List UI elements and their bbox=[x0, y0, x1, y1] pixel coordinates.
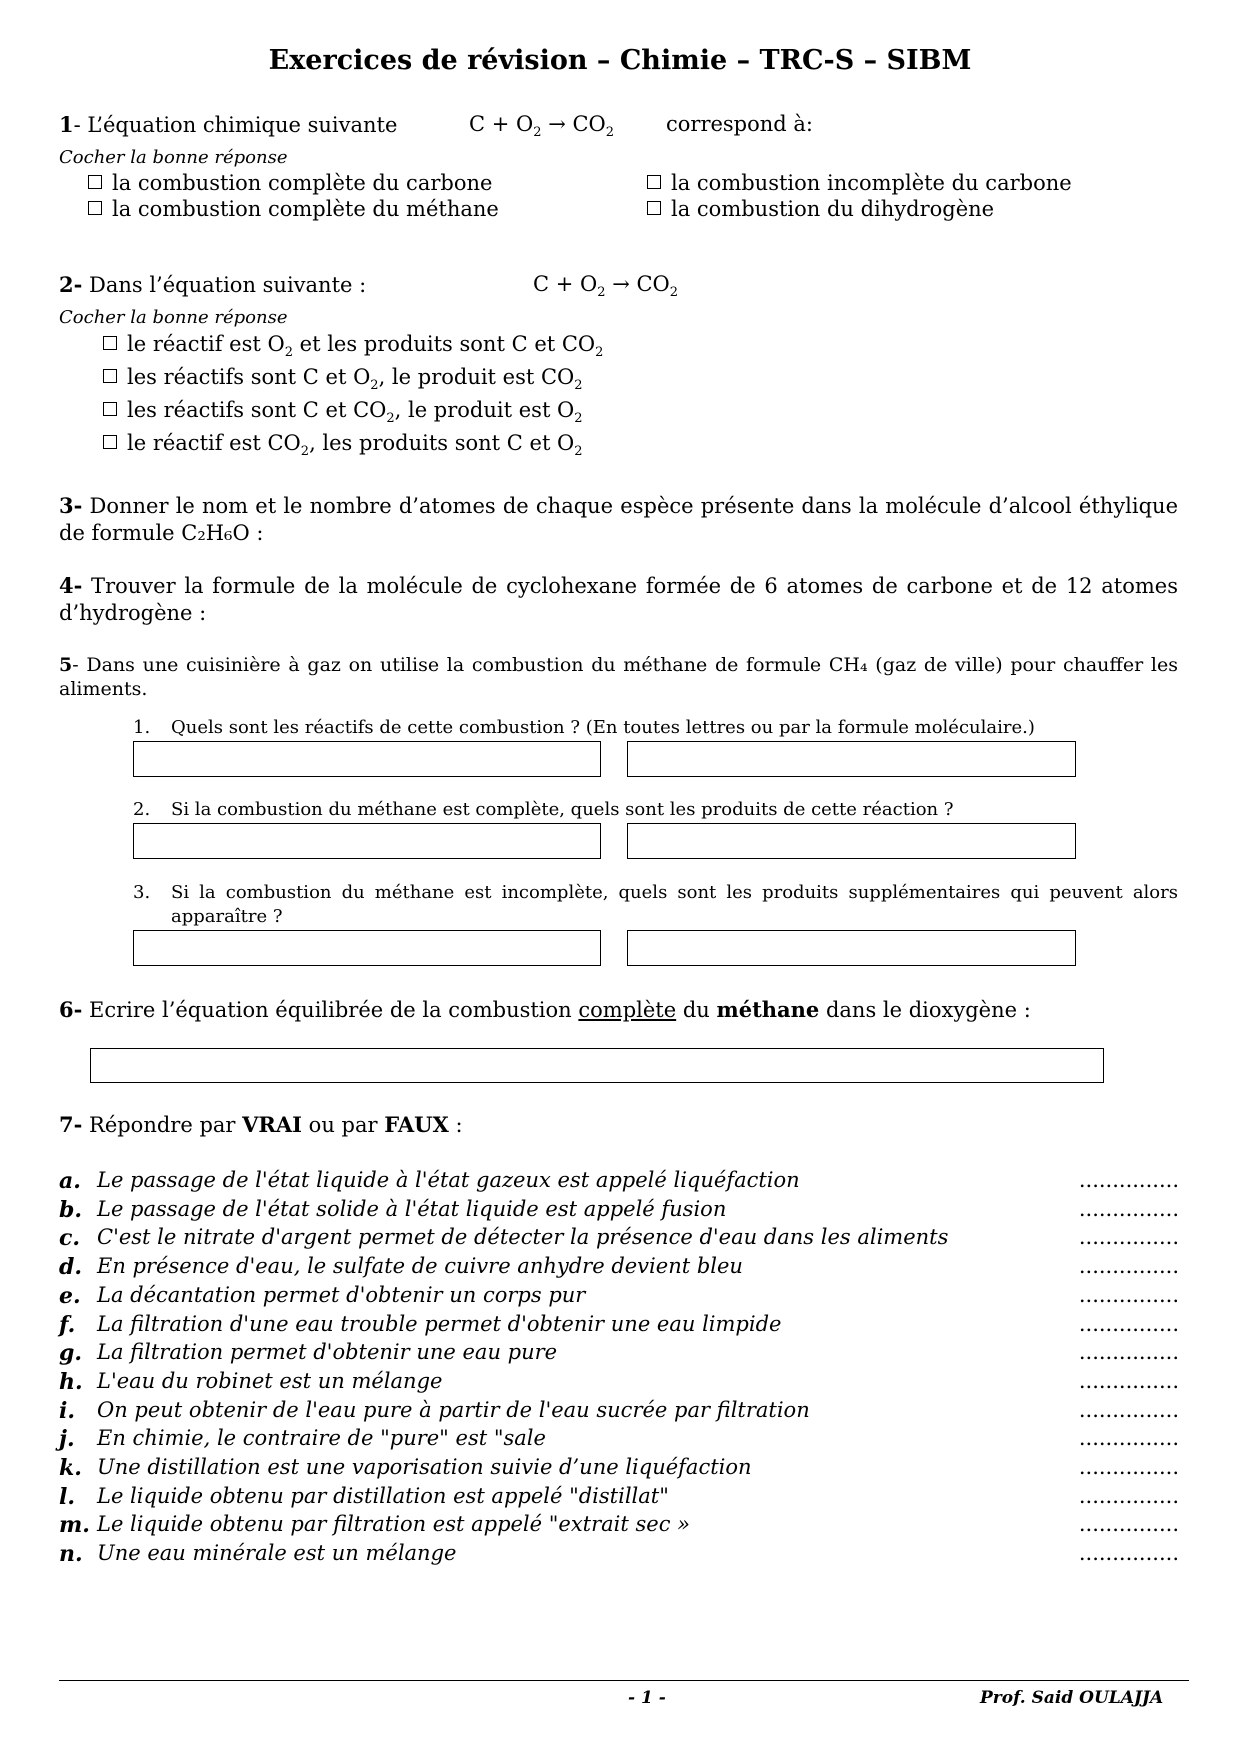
q2-number: 2- bbox=[59, 272, 83, 297]
q2-option-sub: 2 bbox=[574, 411, 583, 426]
statement-text: Une distillation est une vaporisation suivie d’une liquéfaction bbox=[97, 1455, 752, 1479]
statement-letter: m. bbox=[59, 1512, 90, 1539]
answer-blank[interactable]: ............... bbox=[1078, 1455, 1179, 1479]
q2-eq-sub: 2 bbox=[597, 285, 606, 300]
statement-letter: n. bbox=[59, 1541, 83, 1568]
answer-box[interactable] bbox=[627, 823, 1076, 859]
statement-row bbox=[59, 1426, 1179, 1455]
q1-eq-part: → CO bbox=[541, 112, 606, 136]
q2-option-sub: 2 bbox=[595, 345, 604, 360]
answer-blank[interactable]: ............... bbox=[1078, 1541, 1179, 1566]
statement-row bbox=[59, 1541, 1179, 1570]
q7-bold: FAUX bbox=[384, 1112, 449, 1137]
q2-option[interactable] bbox=[103, 365, 583, 393]
q1-option-label: la combustion complète du carbone bbox=[112, 171, 493, 195]
q6-text: dans le dioxygène : bbox=[819, 998, 1031, 1022]
q5-sub-number: 2. bbox=[133, 799, 151, 820]
q5-prompt bbox=[59, 653, 1178, 701]
statement-row bbox=[59, 1340, 1179, 1369]
statement-text: Le liquide obtenu par filtration est appelé "extrait sec » bbox=[97, 1512, 691, 1537]
checkbox[interactable] bbox=[647, 201, 661, 215]
answer-blank[interactable]: ............... bbox=[1078, 1282, 1179, 1307]
q2-option-text: les réactifs sont C et O bbox=[127, 365, 371, 389]
q2-option-text: le réactif est O bbox=[127, 332, 285, 356]
answer-blank[interactable]: ............... bbox=[1078, 1483, 1179, 1508]
q2-eq-sub: 2 bbox=[669, 285, 679, 300]
q2-option-sub: 2 bbox=[370, 378, 379, 393]
q4-number: 4- bbox=[59, 573, 83, 598]
q1-option[interactable] bbox=[647, 171, 1072, 195]
answer-blank[interactable]: ............... bbox=[1078, 1168, 1179, 1192]
q2-option-text: et les produits sont C et CO bbox=[293, 332, 596, 356]
statement-row bbox=[59, 1484, 1179, 1513]
q1-option-label: la combustion complète du méthane bbox=[112, 197, 499, 221]
q2-option-text: les réactifs sont C et CO bbox=[127, 398, 387, 422]
answer-blank[interactable]: ............... bbox=[1078, 1512, 1179, 1537]
statement-letter: i. bbox=[59, 1397, 76, 1424]
q1-number: 1 bbox=[59, 112, 74, 137]
statement-letter: e. bbox=[59, 1282, 81, 1309]
q5-sub-number: 3. bbox=[133, 882, 151, 903]
statement-text: Le passage de l'état solide à l'état liquide est appelé fusion bbox=[97, 1196, 727, 1221]
q6-prompt bbox=[59, 997, 1031, 1022]
q2-option-text: , le produit est O bbox=[394, 398, 575, 422]
q1-eq-part: C + O bbox=[469, 112, 534, 136]
answer-blank[interactable]: ............... bbox=[1078, 1311, 1179, 1336]
statement-row bbox=[59, 1225, 1179, 1254]
checkbox[interactable] bbox=[103, 369, 117, 383]
q2-eq-part: → CO bbox=[605, 272, 670, 296]
page-number: - 1 - bbox=[628, 1688, 666, 1708]
q5-sub-question: Si la combustion du méthane est complète, quels sont les produits de cette réaction ? bbox=[171, 799, 954, 820]
q2-option-sub: 2 bbox=[284, 345, 293, 360]
q2-option-text: , les produits sont C et O bbox=[309, 431, 575, 455]
q1-text: - L’équation chimique suivante bbox=[73, 113, 398, 137]
statement-row bbox=[59, 1369, 1179, 1398]
statement-letter: a. bbox=[59, 1168, 81, 1194]
q1-option-label: la combustion incomplète du carbone bbox=[671, 171, 1072, 195]
statement-text: La filtration d'une eau trouble permet d'obtenir une eau limpide bbox=[97, 1311, 782, 1336]
q5-number: 5 bbox=[59, 654, 73, 676]
answer-box[interactable] bbox=[133, 823, 601, 859]
statement-row bbox=[59, 1455, 1179, 1484]
statement-text: La filtration permet d'obtenir une eau pure bbox=[97, 1340, 558, 1365]
q6-text: du bbox=[676, 998, 717, 1022]
q2-option-sub: 2 bbox=[386, 411, 395, 426]
statement-row bbox=[59, 1512, 1179, 1541]
q2-option-sub: 2 bbox=[574, 378, 583, 393]
answer-blank[interactable]: ............... bbox=[1078, 1397, 1179, 1422]
q2-equation bbox=[533, 272, 679, 300]
q1-equation bbox=[469, 112, 615, 140]
q2-option[interactable] bbox=[103, 431, 583, 459]
q3-number: 3- bbox=[59, 493, 83, 518]
statement-letter: c. bbox=[59, 1225, 81, 1252]
statement-text: C'est le nitrate d'argent permet de détecter la présence d'eau dans les aliments bbox=[97, 1225, 949, 1250]
statement-row bbox=[59, 1254, 1179, 1283]
checkbox[interactable] bbox=[103, 336, 117, 350]
answer-blank[interactable]: ............... bbox=[1078, 1196, 1179, 1221]
q2-option-text: le réactif est CO bbox=[127, 431, 301, 455]
answer-box[interactable] bbox=[627, 930, 1076, 966]
statement-letter: g. bbox=[59, 1340, 83, 1367]
q4-text: Trouver la formule de la molécule de cyclohexane formée de 6 atomes de carbone et de 12 atomes d’hydrogène : bbox=[59, 574, 1178, 625]
q2-prompt bbox=[59, 272, 366, 297]
q2-hint: Cocher la bonne réponse bbox=[59, 307, 288, 328]
checkbox[interactable] bbox=[103, 402, 117, 416]
checkbox[interactable] bbox=[103, 435, 117, 449]
q7-text: Répondre par bbox=[82, 1113, 243, 1137]
q5-sub-question: Quels sont les réactifs de cette combustion ? (En toutes lettres ou par la formule moléculaire.) bbox=[171, 717, 1035, 738]
q5-sub-number: 1. bbox=[133, 717, 151, 738]
q1-eq-sub: 2 bbox=[605, 125, 615, 140]
statement-row bbox=[59, 1197, 1179, 1226]
checkbox[interactable] bbox=[88, 175, 102, 189]
q1-option[interactable] bbox=[647, 197, 994, 221]
q7-prompt bbox=[59, 1112, 463, 1137]
q1-after: correspond à: bbox=[666, 112, 814, 136]
q1-eq-sub: 2 bbox=[533, 125, 542, 140]
statement-letter: h. bbox=[59, 1368, 83, 1395]
q2-option-sub: 2 bbox=[574, 444, 583, 459]
statement-row bbox=[59, 1283, 1179, 1312]
q5-sub-question: Si la combustion du méthane est incomplète, quels sont les produits supplémentaires qui peuvent alors apparaître ? bbox=[171, 882, 1178, 927]
q1-prompt bbox=[59, 112, 397, 137]
statement-letter: l. bbox=[59, 1483, 76, 1510]
statement-row bbox=[59, 1312, 1179, 1341]
statement-text: En chimie, le contraire de "pure" est "sale bbox=[97, 1426, 546, 1451]
page-title: Exercices de révision – Chimie – TRC-S – SIBM bbox=[268, 45, 972, 76]
q6-number: 6- bbox=[59, 997, 83, 1022]
q7-number: 7- bbox=[59, 1112, 83, 1137]
q1-option[interactable] bbox=[88, 197, 499, 221]
checkbox[interactable] bbox=[88, 201, 102, 215]
q6-underlined: complète bbox=[578, 998, 677, 1022]
q2-option-text: , le produit est CO bbox=[378, 365, 575, 389]
q6-text: Ecrire l’équation équilibrée de la combustion bbox=[82, 998, 579, 1022]
q1-option-label: la combustion du dihydrogène bbox=[671, 197, 995, 221]
q5-text: - Dans une cuisinière à gaz on utilise la combustion du méthane de formule CH₄ (gaz de ville) pour chauffer les aliments. bbox=[59, 654, 1178, 700]
statement-letter: j. bbox=[59, 1426, 75, 1453]
answer-box[interactable] bbox=[133, 741, 601, 777]
q7-text: ou par bbox=[302, 1113, 385, 1137]
q3-prompt bbox=[59, 492, 1178, 547]
q7-bold: VRAI bbox=[242, 1112, 302, 1137]
statement-letter: d. bbox=[59, 1254, 83, 1281]
footer-rule bbox=[59, 1680, 1189, 1681]
answer-blank[interactable]: ............... bbox=[1078, 1426, 1179, 1451]
q2-option-sub: 2 bbox=[300, 444, 310, 459]
statement-text: On peut obtenir de l'eau pure à partir de l'eau sucrée par filtration bbox=[97, 1397, 810, 1422]
answer-blank[interactable]: ............... bbox=[1078, 1340, 1179, 1365]
statement-text: L'eau du robinet est un mélange bbox=[97, 1368, 443, 1393]
statement-letter: k. bbox=[59, 1455, 82, 1481]
statement-text: En présence d'eau, le sulfate de cuivre anhydre devient bleu bbox=[97, 1254, 743, 1279]
q1-hint: Cocher la bonne réponse bbox=[59, 147, 288, 168]
answer-blank[interactable]: ............... bbox=[1078, 1254, 1179, 1279]
q2-option[interactable] bbox=[103, 332, 604, 360]
q2-eq-part: C + O bbox=[533, 272, 598, 296]
footer-author: Prof. Said OULAJJA bbox=[980, 1688, 1164, 1708]
checkbox[interactable] bbox=[647, 175, 661, 189]
q7-text: : bbox=[448, 1113, 463, 1137]
statement-text: Le passage de l'état liquide à l'état gazeux est appelé liquéfaction bbox=[97, 1168, 800, 1192]
q1-option[interactable] bbox=[88, 171, 492, 195]
q6-bold: méthane bbox=[716, 997, 820, 1022]
answer-box[interactable] bbox=[133, 930, 601, 966]
q3-text: Donner le nom et le nombre d’atomes de chaque espèce présente dans la molécule d’alcool éthylique de formule C₂H₆O : bbox=[59, 494, 1178, 545]
statement-row bbox=[59, 1168, 1179, 1197]
q2-option[interactable] bbox=[103, 398, 583, 426]
statement-text: La décantation permet d'obtenir un corps pur bbox=[97, 1282, 586, 1307]
q4-prompt bbox=[59, 572, 1178, 627]
q2-text: Dans l’équation suivante : bbox=[82, 273, 367, 297]
answer-blank[interactable]: ............... bbox=[1078, 1368, 1179, 1393]
equation-answer-box[interactable] bbox=[90, 1048, 1104, 1083]
statement-row bbox=[59, 1398, 1179, 1427]
answer-blank[interactable]: ............... bbox=[1078, 1225, 1179, 1250]
statement-letter: b. bbox=[59, 1196, 83, 1223]
answer-box[interactable] bbox=[627, 741, 1076, 777]
statement-text: Une eau minérale est un mélange bbox=[97, 1541, 457, 1566]
statement-text: Le liquide obtenu par distillation est appelé "distillat" bbox=[97, 1483, 669, 1508]
statement-letter: f. bbox=[59, 1311, 76, 1338]
